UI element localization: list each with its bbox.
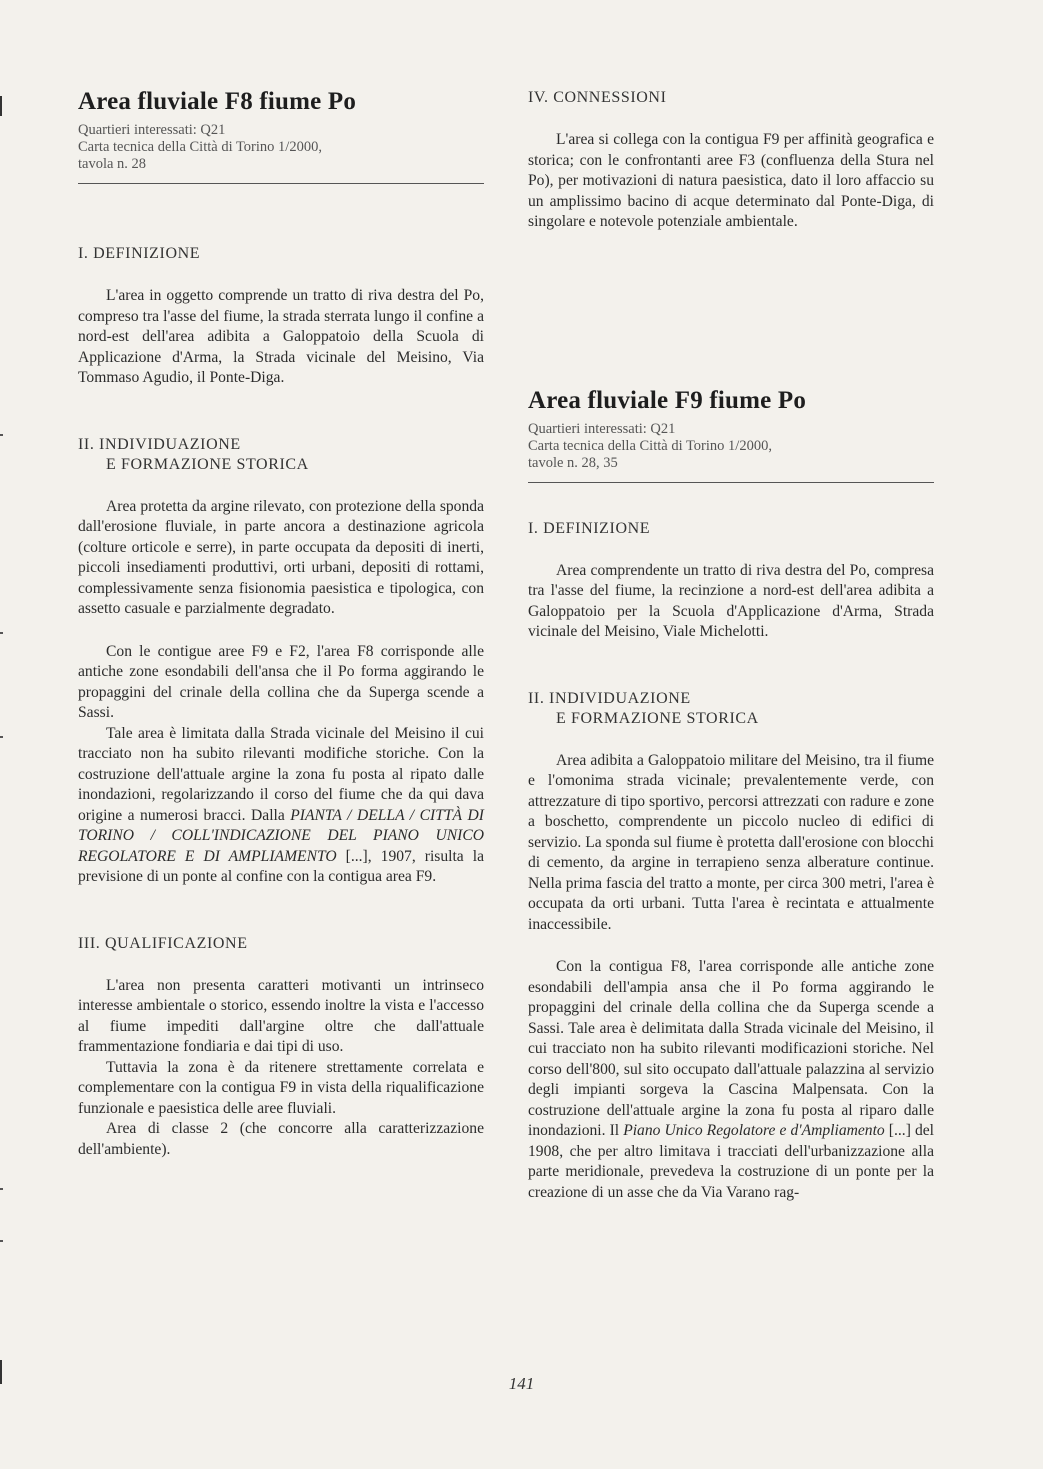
f9-section-1-heading: I. DEFINIZIONE	[528, 519, 651, 537]
f8-section-2-heading-line1: II. INDIVIDUAZIONE	[78, 435, 241, 453]
f9-plan-title-italic: Piano Unico Regolatore e d'Ampliamento	[623, 1122, 885, 1139]
f9-individuazione-p2	[528, 957, 934, 1203]
f9-individuazione-p2-text-a: Con la contigua F8, l'area corrisponde alle antiche zone esondabili dell'ampia ansa che il Po forma aggirando le propaggini del crinale della collina che da Superga scende a Sassi. Tale area è delimitata dalla Strada vicinale del Meisino, il cui tracciato non ha subito rilevanti modificazioni storiche. Nel corso dell'800, sul sito occupato dall'attuale palazzina al servizio degli impianti sorgeva la Cascina Malpensata. Con la costruzione dell'attuale argine la zona fu posta al riparo dalle inondazioni. Il	[528, 958, 934, 1139]
f8-qualificazione-p2: Tuttavia la zona è da ritenere strettamente correlata e complementare con la contigua F9 in vista della riqualificazione funzionale e paesistica delle aree fluviali.	[78, 1058, 484, 1117]
f8-map-title-italic: PIANTA / DELLA / CITTÀ DI TORINO / COLL'INDICAZIONE DEL PIANO UNICO REGOLATORE E DI AMPLIAMENTO	[78, 806, 485, 865]
f9-title: Area fluviale F9 fiume Po	[528, 386, 807, 414]
f8-title: Area fluviale F8 fiume Po	[78, 88, 357, 115]
f9-section-2-heading-line2: E FORMAZIONE STORICA	[556, 709, 759, 727]
scan-edge-tick	[0, 434, 3, 436]
f9-section-2-heading	[528, 689, 934, 729]
f8-section-2-heading	[78, 435, 484, 475]
scan-edge-tick	[0, 632, 3, 634]
scan-edge-mark	[0, 1360, 2, 1384]
f8-section-4-heading: IV. CONNESSIONI	[528, 89, 667, 106]
f9-individuazione-p1: Area adibita a Galoppatoio militare del Meisino, tra il fiume e l'omonima strada vicinale; prevalentemente verde, con attrezzature di tipo sportivo, percorsi attrezzati con radure e zone a boschetto, comprendente un piccolo nucleo di edifici di servizio. La sponda sul fiume è protetta dall'erosione con blocchi di cemento, da argine in terrapieno senza alberature continue. Nella prima fascia del tratto a monte, per circa 300 metri, l'area è occupata da orti urbani. Tutta l'area è recintata e attualmente inaccessibile.	[528, 751, 934, 933]
f9-quartieri: Quartieri interessati: Q21	[528, 420, 676, 437]
f8-connessioni-text: L'area si collega con la contigua F9 per affinità geografica e storica; con le confrontanti aree F3 (confluenza della Stura nel Po), per motivazioni di natura paesistica, dato il loro affaccio su un amplissimo bacino di acque determinato dal Ponte-Diga, di singolare e notevole potenziale ambientale.	[528, 131, 934, 230]
f8-section-3-heading: III. QUALIFICAZIONE	[78, 934, 248, 952]
f8-individuazione-p1: Area protetta da argine rilevato, con protezione della sponda dall'erosione fluviale, in parte ancora a destinazione agricola (colture orticole e serre), in parte occupata da depositi di inerti, piccoli insediamenti produttivi, orti urbani, depositi di rottami, complessivamente senza fisionomia paesistica e tipologica, con assetto casuale e parzialmente degradato.	[78, 497, 484, 617]
page-number: 141	[508, 1374, 535, 1393]
f9-section-2-heading-line1: II. INDIVIDUAZIONE	[528, 689, 691, 707]
f8-definizione-text: L'area in oggetto comprende un tratto di riva destra del Po, compreso tra l'asse del fiume, la strada sterrata lungo il confine a nord-est dell'area adibita a Galoppatoio della Scuola di Applicazione d'Arma, la Strada vicinale del Meisino, Via Tommaso Agudio, il Ponte-Diga.	[78, 287, 484, 386]
f9-carta: Carta tecnica della Città di Torino 1/2000,	[528, 437, 772, 454]
f9-individuazione-p2-text-b: [...] del 1908, che per altro limitava i tracciati dell'urbanizzazione alla parte meridionale, prevedeva la costruzione di un ponte per la creazione di un asse che da Via Varano rag-	[528, 1122, 934, 1201]
f8-tavola: tavola n. 28	[78, 156, 147, 172]
scan-edge-tick	[0, 1188, 3, 1190]
f9-meta	[528, 421, 934, 472]
f9-definizione-text: Area comprendente un tratto di riva destra del Po, compresa tra l'asse del fiume, la recinzione a nord-est dell'area adibita a Galoppatoio per la Scuola d'Applicazione d'Arma, Strada vicinale del Meisino, Viale Michelotti.	[528, 561, 934, 640]
f9-tavola: tavole n. 28, 35	[528, 454, 618, 471]
f8-carta: Carta tecnica della Città di Torino 1/2000,	[78, 139, 322, 155]
f8-section-1-heading: I. DEFINIZIONE	[78, 245, 201, 262]
f8-individuazione-p3-text-b: [...], 1907, risulta la previsione di un ponte al confine con la contigua area F9.	[78, 847, 484, 885]
f8-individuazione-p3-text-a: Tale area è limitata dalla Strada vicinale del Meisino il cui tracciato non ha subito rilevanti modifiche storiche. Con la costruzione dell'attuale argine la zona fu posta al ripato dalle inondazioni, regolarizzando il corso del fiume che da qui dava origine a numerosi bracci. Dalla	[78, 724, 484, 824]
scan-edge-mark	[0, 96, 2, 116]
f8-qualificazione-p3: Area di classe 2 (che concorre alla caratterizzazione dell'ambiente).	[78, 1120, 484, 1158]
left-column	[78, 88, 484, 1160]
scan-edge-tick	[0, 1240, 3, 1242]
f8-section-2-heading-line2: E FORMAZIONE STORICA	[106, 455, 309, 473]
f8-individuazione-p3	[78, 724, 484, 888]
right-column	[528, 88, 934, 1203]
f8-meta	[78, 122, 484, 173]
scan-edge-tick	[0, 736, 3, 738]
f8-quartieri: Quartieri interessati: Q21	[78, 122, 226, 138]
f8-individuazione-p2: Con le contigue aree F9 e F2, l'area F8 corrisponde alle antiche zone esondabili dell'ansa che il Po forma aggirando le propaggini del crinale della collina che da Superga scende a Sassi.	[78, 642, 484, 721]
f8-qualificazione-p1: L'area non presenta caratteri motivanti un intrinseco interesse ambientale o storico, essendo inoltre la vista e l'accesso al fiume impediti dall'argine oltre che dall'attuale frammentazione fondiaria e dai tipi di uso.	[78, 976, 484, 1055]
